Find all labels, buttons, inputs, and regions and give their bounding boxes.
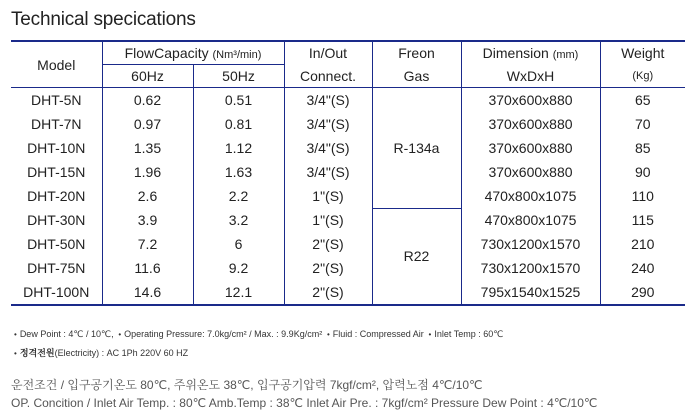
cell-flow-50hz: 9.2 [193,256,284,280]
table-row [11,232,685,256]
cell-dimension: 370x600x880 [461,88,600,113]
note-inlet-temp: Inlet Temp : 60℃ [434,329,504,339]
cell-model: DHT-75N [27,260,86,276]
table-row [11,88,685,113]
cell-flow-60hz: 7.2 [102,232,193,256]
header-weight-unit: (Kg) [600,65,685,88]
note-dew-point: Dew Point : 4℃ / 10℃, [19,329,114,339]
cell-flow-50hz: 12.1 [193,280,284,305]
cell-connect: 3/4"(S) [284,112,372,136]
bullet-icon: • [116,330,122,339]
table-row [11,208,685,232]
cell-weight: 110 [600,184,685,208]
notes [14,325,503,363]
header-inout: In/Out [284,41,372,65]
footer-english: OP. Concition / Inlet Air Temp. : 80℃ Amb.Temp : 38℃ Inlet Air Pre. : 7kgf/cm² Pressure Dew Point : 4℃/10℃ [11,396,598,410]
cell-dimension: 370x600x880 [461,136,600,160]
cell-model: DHT-15N [27,164,86,180]
cell-flow-50hz: 0.51 [193,88,284,113]
cell-model: DHT-20N [27,188,86,204]
cell-weight: 65 [600,88,685,113]
cell-connect: 3/4"(S) [284,88,372,113]
cell-connect: 2"(S) [284,280,372,305]
bullet-icon: • [426,330,432,339]
cell-dimension: 470x800x1075 [461,208,600,232]
cell-weight: 70 [600,112,685,136]
cell-weight: 85 [600,136,685,160]
note-operating-pressure: Operating Pressure: 7.0kg/cm² / Max. : 9.9Kg/cm² [124,329,323,339]
cell-flow-60hz: 14.6 [102,280,193,305]
cell-model: DHT-10N [27,140,86,156]
cell-connect: 2"(S) [284,256,372,280]
spec-table [11,40,685,306]
note-fluid: Fluid : Compressed Air [332,329,424,339]
note-power-label: 정격전원 [19,348,55,358]
cell-weight: 210 [600,232,685,256]
cell-flow-50hz: 1.12 [193,136,284,160]
note-power-value: (Electricity) : AC 1Ph 220V 60 HZ [54,348,189,358]
bullet-icon: • [14,349,17,358]
cell-flow-60hz: 0.62 [102,88,193,113]
cell-flow-60hz: 1.35 [102,136,193,160]
cell-weight: 240 [600,256,685,280]
table-row [11,112,685,136]
header-60hz: 60Hz [102,65,193,88]
cell-connect: 1"(S) [284,208,372,232]
header-flow: FlowCapacity (Nm³/min) [102,41,284,65]
cell-model: DHT-50N [27,236,86,252]
cell-flow-50hz: 2.2 [193,184,284,208]
cell-dimension: 795x1540x1525 [461,280,600,305]
header-model: Model [11,41,102,88]
cell-dimension: 470x800x1075 [461,184,600,208]
cell-freon-r134a: R-134a [372,88,461,209]
cell-connect: 1"(S) [284,184,372,208]
table-row [11,136,685,160]
table-row [11,184,685,208]
header-freon: Freon [372,41,461,65]
cell-model: DHT-30N [27,212,86,228]
bullet-icon: • [14,330,17,339]
cell-flow-60hz: 0.97 [102,112,193,136]
cell-dimension: 730x1200x1570 [461,232,600,256]
footer-korean: 운전조건 / 입구공기온도 80℃, 주위온도 38℃, 입구공기압력 7kgf/cm², 압력노점 4℃/10℃ [11,378,483,392]
notes-line-2 [14,344,503,363]
cell-freon-r22: R22 [372,208,461,305]
header-50hz: 50Hz [193,65,284,88]
cell-dimension: 370x600x880 [461,112,600,136]
notes-line-1 [14,325,503,344]
cell-model: DHT-7N [30,116,82,132]
cell-flow-50hz: 3.2 [193,208,284,232]
cell-connect: 2"(S) [284,232,372,256]
page-title: Technical specications [11,9,196,30]
cell-dimension: 370x600x880 [461,160,600,184]
table-row [11,160,685,184]
cell-flow-50hz: 0.81 [193,112,284,136]
cell-flow-60hz: 11.6 [102,256,193,280]
cell-flow-60hz: 2.6 [102,184,193,208]
cell-model: DHT-100N [11,280,102,305]
cell-connect: 3/4"(S) [284,136,372,160]
cell-dimension: 730x1200x1570 [461,256,600,280]
header-gas: Gas [372,65,461,88]
header-dimension: Dimension (mm) [461,41,600,65]
cell-flow-60hz: 1.96 [102,160,193,184]
cell-weight: 90 [600,160,685,184]
header-weight: Weight [600,41,685,65]
cell-flow-60hz: 3.9 [102,208,193,232]
cell-model: DHT-5N [30,92,82,108]
cell-flow-50hz: 1.63 [193,160,284,184]
cell-connect: 3/4"(S) [284,160,372,184]
cell-weight: 290 [600,280,685,305]
header-connect: Connect. [284,65,372,88]
table-row [11,280,685,305]
cell-flow-50hz: 6 [193,232,284,256]
table-row [11,256,685,280]
bullet-icon: • [324,330,330,339]
cell-weight: 115 [600,208,685,232]
header-wxdxh: WxDxH [461,65,600,88]
